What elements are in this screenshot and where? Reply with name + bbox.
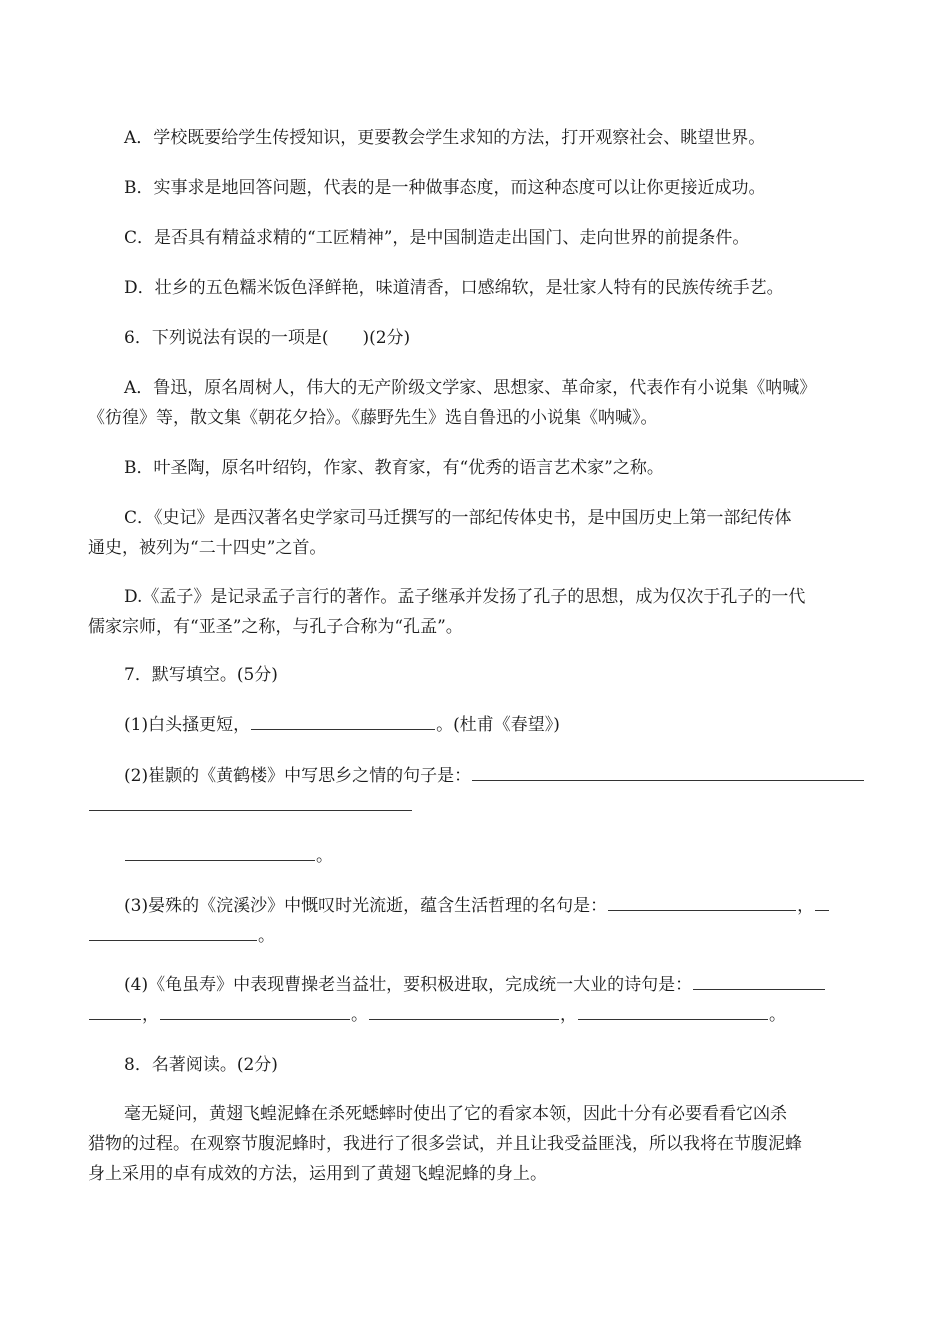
q7-part3: [124, 896, 864, 916]
comma: ，: [797, 896, 815, 916]
q6-stem: 6．下列说法有误的一项是( )(2分): [124, 328, 411, 348]
q7-part2-end: [124, 846, 864, 866]
q7-stem: 7．默写填空。(5分): [124, 665, 278, 685]
answer-blank[interactable]: [125, 846, 315, 861]
q7-part3-end: [88, 926, 864, 946]
q6-option-d-line1: D.《孟子》是记录孟子言行的著作。孟子继承并发扬了孔子的思想，成为仅次于孔子的一代: [124, 587, 806, 607]
q6-option-d-line2: 儒家宗师，有“亚圣”之称，与孔子合称为“孔孟”。: [88, 617, 463, 637]
answer-blank[interactable]: [608, 896, 796, 911]
q7-part2: [124, 766, 864, 786]
q7-part3-prompt: (3)晏殊的《浣溪沙》中慨叹时光流逝，蕴含生活哲理的名句是：: [124, 896, 608, 916]
period: 。: [351, 1005, 368, 1025]
q7-part4-line2: [88, 1005, 864, 1025]
period: 。: [258, 926, 275, 946]
q5-option-b: B．实事求是地回答问题，代表的是一种做事态度，而这种态度可以让你更接近成功。: [124, 178, 766, 198]
answer-blank[interactable]: [815, 896, 829, 911]
q5-option-d: D．壮乡的五色糯米饭色泽鲜艳，味道清香，口感绵软，是壮家人特有的民族传统手艺。: [124, 278, 784, 298]
q8-passage-line1: 毫无疑问，黄翅飞蝗泥蜂在杀死蟋蟀时使出了它的看家本领，因此十分有必要看看它凶杀: [124, 1104, 787, 1124]
answer-blank[interactable]: [160, 1005, 350, 1020]
q8-passage-line3: 身上采用的卓有成效的方法，运用到了黄翅飞蝗泥蜂的身上。: [88, 1164, 547, 1184]
q8-stem: 8．名著阅读。(2分): [124, 1055, 278, 1075]
answer-blank[interactable]: [89, 926, 257, 941]
answer-blank[interactable]: [472, 766, 864, 781]
answer-blank[interactable]: [369, 1005, 559, 1020]
comma: ，: [560, 1005, 577, 1025]
q7-part2-prompt: (2)崔颢的《黄鹤楼》中写思乡之情的句子是：: [124, 766, 472, 786]
q7-part1-prompt: (1)白头搔更短，: [124, 715, 251, 735]
q6-option-a-line1: A．鲁迅，原名周树人，伟大的无产阶级文学家、思想家、革命家，代表作有小说集《呐喊》: [124, 378, 817, 398]
comma: ，: [142, 1005, 159, 1025]
q8-passage-line2: 猎物的过程。在观察节腹泥蜂时，我进行了很多尝试，并且让我受益匪浅，所以我将在节腹泥蜂: [88, 1134, 802, 1154]
q6-option-a-line2: 《彷徨》等，散文集《朝花夕拾》。《藤野先生》选自鲁迅的小说集《呐喊》。: [88, 408, 658, 428]
q5-option-c: C．是否具有精益求精的“工匠精神”，是中国制造走出国门、走向世界的前提条件。: [124, 228, 750, 248]
answer-blank[interactable]: [693, 975, 825, 990]
q6-option-b: B．叶圣陶，原名叶绍钧，作家、教育家，有“优秀的语言艺术家”之称。: [124, 458, 664, 478]
period: 。: [316, 846, 333, 866]
answer-blank[interactable]: [89, 1005, 141, 1020]
answer-blank[interactable]: [578, 1005, 768, 1020]
answer-blank[interactable]: [89, 796, 412, 811]
answer-blank[interactable]: [251, 715, 435, 730]
q7-part1-source: 。(杜甫《春望》): [436, 715, 560, 735]
q6-option-c-line2: 通史，被列为“二十四史”之首。: [88, 538, 327, 558]
q5-option-a: A．学校既要给学生传授知识，更要教会学生求知的方法，打开观察社会、眺望世界。: [124, 128, 766, 148]
q7-part4: [124, 975, 864, 995]
q7-part1: [124, 715, 864, 735]
q6-option-c-line1: C．《史记》是西汉著名史学家司马迁撰写的一部纪传体史书，是中国历史上第一部纪传体: [124, 508, 792, 528]
q7-part4-prompt: (4)《龟虽寿》中表现曹操老当益壮，要积极进取，完成统一大业的诗句是：: [124, 975, 693, 995]
period: 。: [769, 1005, 786, 1025]
